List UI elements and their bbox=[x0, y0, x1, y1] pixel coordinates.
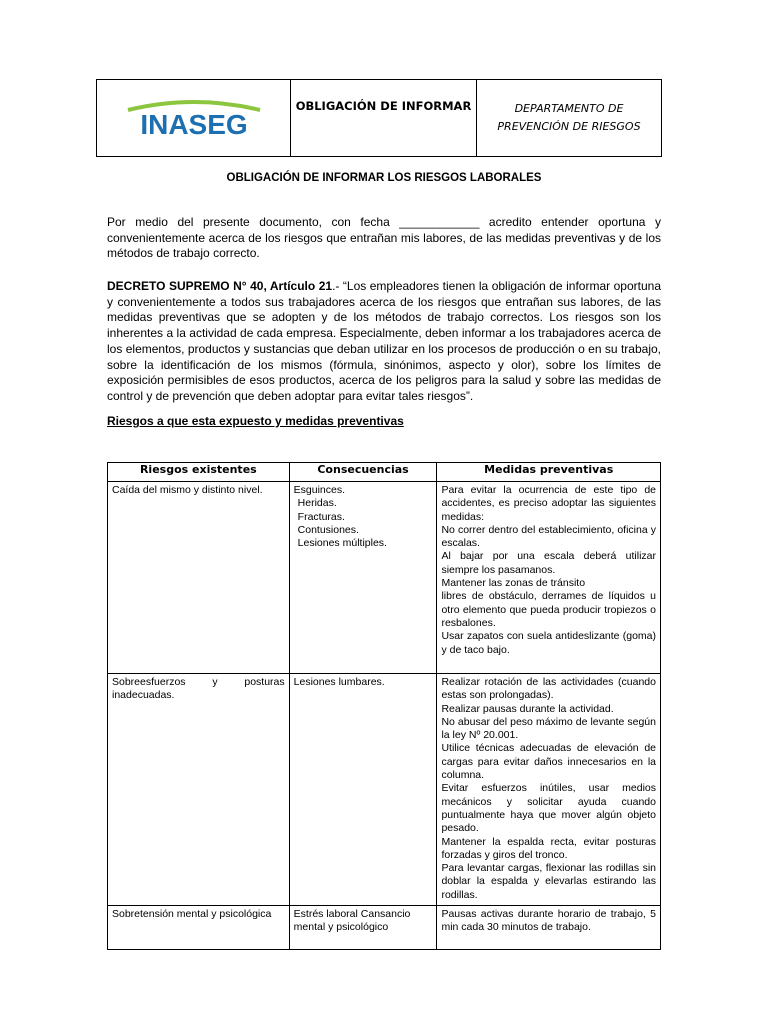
table-header-row bbox=[108, 463, 661, 482]
risk-text: Sobreesfuerzos y posturas bbox=[112, 676, 285, 688]
consequences-cell: Esguinces. Heridas. Fracturas. Contusiones. Lesiones múltiples. bbox=[289, 482, 437, 674]
consequences-cell: Estrés laboral Cansancio mental y psicológico bbox=[289, 906, 437, 950]
measures-cell: Pausas activas durante horario de trabajo, 5 min cada 30 minutos de trabajo. bbox=[437, 906, 661, 950]
table-row bbox=[108, 906, 661, 950]
document-header bbox=[96, 79, 662, 157]
decree-paragraph bbox=[107, 279, 661, 405]
inaseg-logo bbox=[124, 98, 264, 138]
risk-table bbox=[107, 462, 661, 950]
column-header: Consecuencias bbox=[289, 463, 437, 482]
measures-cell: Para evitar la ocurrencia de este tipo de accidentes, es preciso adoptar las siguientes medidas: No correr dentro del establecimiento, oficina y escalas. Al bajar por una escala deberá utilizar siempre los pasamanos. Mantener las zonas de tránsito libres de obstáculo, derrames de líquidos u otro elemento que pueda producir tropiezos o resbalones. Usar zapatos con suela antideslizante (goma) y de taco bajo. bbox=[437, 482, 661, 674]
risk-cell: Sobretensión mental y psicológica bbox=[108, 906, 290, 950]
department-line1: DEPARTAMENTO DE bbox=[514, 102, 624, 115]
intro-paragraph: Por medio del presente documento, con fecha ____________ acredito entender oportuna y convenientemente acerca de los riesgos que entrañan mis labores, de las medidas preventivas y de los métodos de trabajo correcto. bbox=[107, 215, 661, 261]
table-row bbox=[108, 674, 661, 906]
logo-text: INASEG bbox=[139, 109, 248, 138]
logo-cell bbox=[97, 80, 291, 156]
document-title: OBLIGACIÓN DE INFORMAR LOS RIESGOS LABORALES bbox=[226, 172, 542, 184]
risk-text-cont: inadecuadas. bbox=[112, 689, 175, 702]
measures-cell: Realizar rotación de las actividades (cuando estas son prolongadas). Realizar pausas durante la actividad. No abusar del peso máximo de levante según la ley Nº 20.001. Utilice técnicas adecuadas de elevación de cargas para evitar daños innecesarios en la columna. Evitar esfuerzos inútiles, usar medios mecánicos y solicitar ayuda cuando puntualmente haya que mover algún objeto pesado. Mantener la espalda recta, evitar posturas forzadas y giros del tronco. Para levantar cargas, flexionar las rodillas sin doblar la espalda y elevarlas estirando las rodillas. bbox=[437, 674, 661, 906]
risk-cell bbox=[108, 674, 290, 906]
table-row bbox=[108, 482, 661, 674]
department-line2: PREVENCIÓN DE RIESGOS bbox=[497, 120, 641, 133]
header-department bbox=[477, 80, 661, 156]
column-header: Riesgos existentes bbox=[108, 463, 290, 482]
section-title: Riesgos a que esta expuesto y medidas preventivas bbox=[107, 414, 404, 428]
decree-text: .- “Los empleadores tienen la obligación de informar oportuna y convenientemente a todos sus trabajadores acerca de los riesgos que entrañan sus labores, de las medidas preventivas que se adopten y de los métodos de trabajo correctos. Los riesgos son los inherentes a la actividad de cada empresa. Especialmente, deben informar a los trabajadores acerca de los elementos, productos y sustancias que deban utilizar en los procesos de producción o en su trabajo, sobre la identificación de los mismos (fórmula, sinónimos, aspecto y olor), sobre los límites de exposición permisibles de esos productos, acerca de los peligros para la salud y sobre las medidas de control y de prevención que deben adoptar para evitar tales riesgos”. bbox=[107, 279, 661, 403]
header-title: OBLIGACIÓN DE INFORMAR bbox=[291, 80, 477, 156]
decree-label: DECRETO SUPREMO N° 40, Artículo 21 bbox=[107, 279, 333, 293]
consequences-cell: Lesiones lumbares. bbox=[289, 674, 437, 906]
risk-cell: Caída del mismo y distinto nivel. bbox=[108, 482, 290, 674]
column-header: Medidas preventivas bbox=[437, 463, 661, 482]
